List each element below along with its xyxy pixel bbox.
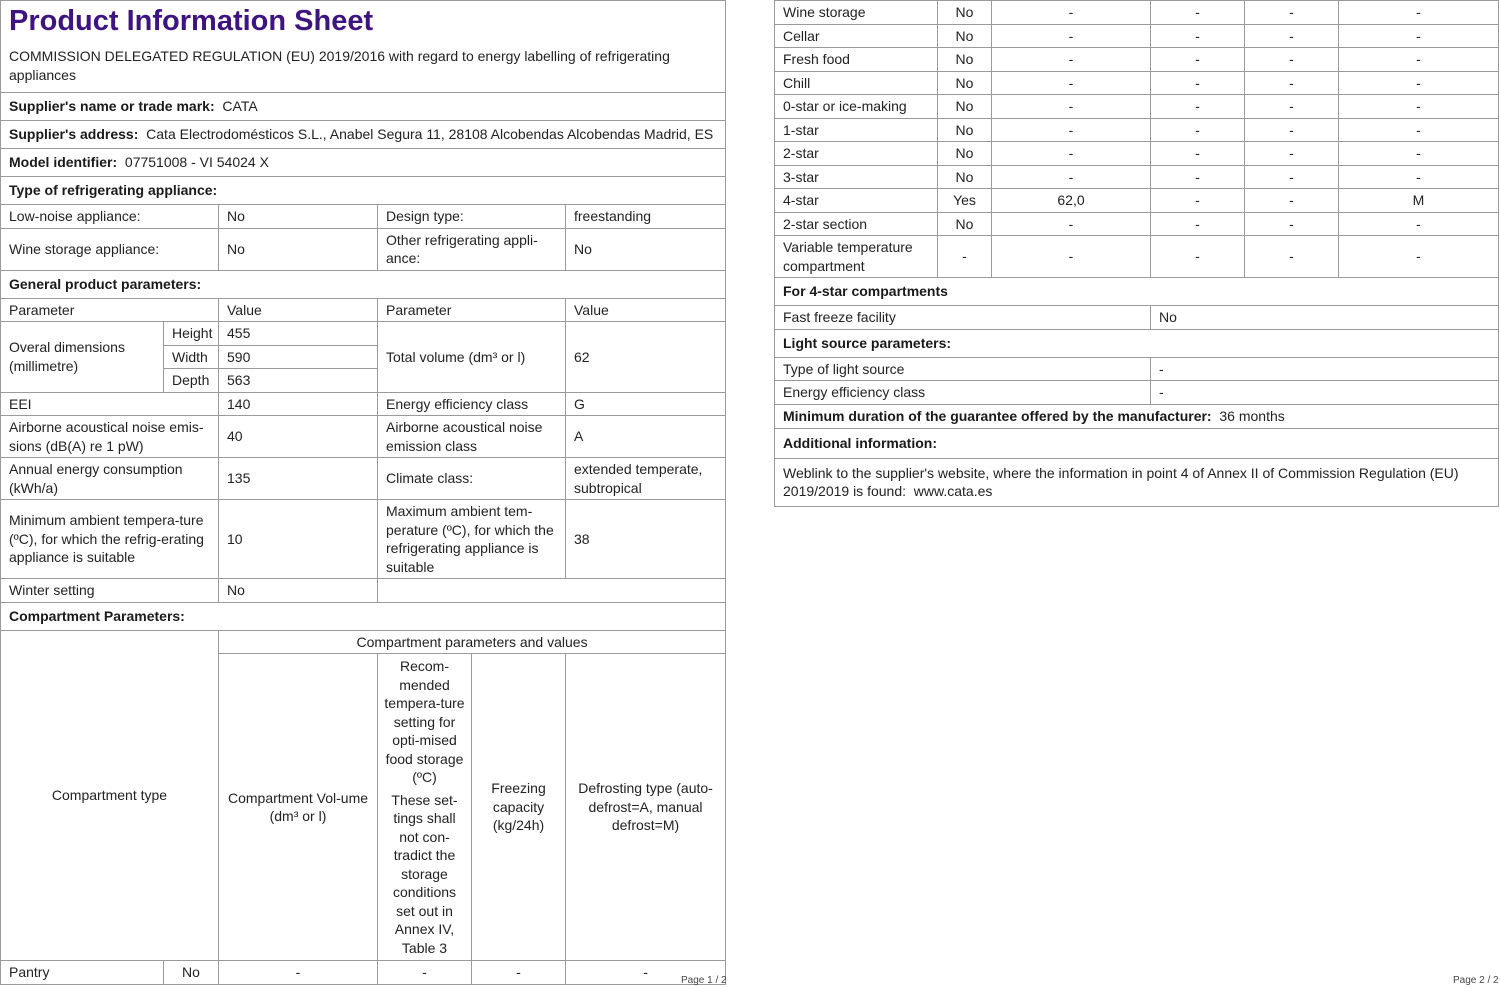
compartment-freezing: - xyxy=(1245,165,1339,189)
light-source-heading: Light source parameters: xyxy=(783,334,952,351)
compartment-present: - xyxy=(938,236,992,278)
compartment-volume: - xyxy=(992,236,1151,278)
parameter-header: Parameter xyxy=(1,298,219,322)
energy-class-value: G xyxy=(566,392,726,416)
table-row xyxy=(775,118,1499,142)
wine-storage-label: Wine storage appliance: xyxy=(1,228,219,270)
compartment-name: 0-star or ice-making xyxy=(775,95,938,119)
climate-class-value: extended temperate, subtropical xyxy=(566,458,726,500)
page-1 xyxy=(0,0,726,985)
compartment-present: No xyxy=(938,118,992,142)
table-row xyxy=(775,142,1499,166)
compartment-name: Variable temperature compartment xyxy=(775,236,938,278)
compartment-name: Chill xyxy=(775,71,938,95)
model-identifier-value: 07751008 - VI 54024 X xyxy=(124,154,269,171)
compartment-name: Fresh food xyxy=(775,48,938,72)
page-1-footer: Page 1 / 2 xyxy=(681,975,727,986)
compartment-defrost: - xyxy=(1339,71,1499,95)
compartment-name: Wine storage xyxy=(775,1,938,25)
guarantee-row xyxy=(775,404,1499,428)
additional-info-heading: Additional information: xyxy=(783,434,937,451)
compartment-present: No xyxy=(938,95,992,119)
weblink-text: Weblink to the supplier's website, where the information in point 4 of Annex II of Commission Regulation (EU) 2019/2019 is found: xyxy=(783,464,1459,499)
depth-value: 563 xyxy=(219,369,378,393)
table-row xyxy=(775,1,1499,25)
compartment-volume: - xyxy=(992,48,1151,72)
light-type-label: Type of light source xyxy=(775,357,1151,381)
winter-setting-label: Winter setting xyxy=(1,579,219,603)
wine-storage-value: No xyxy=(219,228,378,270)
noise-emission-value: 40 xyxy=(219,416,378,458)
pantry-present: No xyxy=(164,961,219,985)
compartment-freezing: - xyxy=(1245,48,1339,72)
supplier-address-label: Supplier's address: xyxy=(9,126,139,143)
compartment-defrost: M xyxy=(1339,189,1499,213)
supplier-address-value: Cata Electrodomésticos S.L., Anabel Segura 11, 28108 Alcobendas Alcobendas Madrid, ES xyxy=(146,126,714,143)
width-label: Width xyxy=(164,345,219,369)
compartment-freezing: - xyxy=(1245,212,1339,236)
table-row xyxy=(775,24,1499,48)
general-parameters-heading: General product parameters: xyxy=(9,275,202,292)
compartment-present: No xyxy=(938,1,992,25)
min-ambient-temp-value: 10 xyxy=(219,500,378,579)
compartment-volume: 62,0 xyxy=(992,189,1151,213)
compartment-freezing: - xyxy=(1245,24,1339,48)
page-title: Product Information Sheet xyxy=(9,5,374,37)
dimensions-label: Overal dimensions (millimetre) xyxy=(1,322,164,393)
fast-freeze-label: Fast freeze facility xyxy=(775,306,1151,330)
appliance-type-heading: Type of refrigerating appliance: xyxy=(9,182,218,199)
compartment-temp: - xyxy=(1151,95,1245,119)
light-class-label: Energy efficiency class xyxy=(775,381,1151,405)
model-identifier-row xyxy=(1,149,726,177)
compartment-freezing: - xyxy=(1245,142,1339,166)
compartment-volume: - xyxy=(992,212,1151,236)
compartment-table xyxy=(774,0,1499,507)
total-volume-label: Total volume (dm³ or l) xyxy=(378,322,566,393)
compartment-name: 4-star xyxy=(775,189,938,213)
compartment-present: No xyxy=(938,48,992,72)
table-row xyxy=(775,212,1499,236)
compartment-temp: - xyxy=(1151,236,1245,278)
compartment-freezing: - xyxy=(1245,95,1339,119)
compartment-present: No xyxy=(938,212,992,236)
regulation-subtitle: COMMISSION DELEGATED REGULATION (EU) 2019/2016 with regard to energy labelling of refrigerating appliances xyxy=(1,41,726,93)
compartment-volume: - xyxy=(992,142,1151,166)
compartment-temp: - xyxy=(1151,48,1245,72)
recommended-temp-note: These set-tings shall not con-tradict the storage conditions set out in Annex IV, Table 3 xyxy=(391,791,458,956)
design-type-label: Design type: xyxy=(378,205,566,229)
compartment-freezing: - xyxy=(1245,236,1339,278)
climate-class-label: Climate class: xyxy=(378,458,566,500)
compartment-volume: - xyxy=(992,24,1151,48)
weblink-row xyxy=(775,458,1499,506)
compartment-volume: - xyxy=(992,95,1151,119)
page-2 xyxy=(774,0,1498,507)
eei-value: 140 xyxy=(219,392,378,416)
compartment-rows xyxy=(775,1,1499,278)
pantry-label: Pantry xyxy=(1,961,164,985)
parameter-header-2: Parameter xyxy=(378,298,566,322)
compartment-temp: - xyxy=(1151,118,1245,142)
pantry-defrost: - xyxy=(566,961,726,985)
compartment-freezing: - xyxy=(1245,189,1339,213)
compartment-name: 1-star xyxy=(775,118,938,142)
compartment-temp: - xyxy=(1151,24,1245,48)
pantry-volume: - xyxy=(219,961,378,985)
compartment-volume-header: Compartment Vol-ume (dm³ or l) xyxy=(219,654,378,961)
light-type-value: - xyxy=(1151,357,1499,381)
height-label: Height xyxy=(164,322,219,346)
product-info-table xyxy=(0,0,726,985)
page-2-footer: Page 2 / 2 xyxy=(1453,975,1499,986)
supplier-name-label: Supplier's name or trade mark: xyxy=(9,98,215,115)
freezing-capacity-header: Freezing capacity (kg/24h) xyxy=(472,654,566,961)
compartment-temp: - xyxy=(1151,142,1245,166)
compartment-volume: - xyxy=(992,165,1151,189)
table-row xyxy=(775,71,1499,95)
total-volume-value: 62 xyxy=(566,322,726,393)
compartment-defrost: - xyxy=(1339,165,1499,189)
table-row xyxy=(775,165,1499,189)
compartment-defrost: - xyxy=(1339,95,1499,119)
compartment-temp: - xyxy=(1151,189,1245,213)
supplier-name-row xyxy=(1,93,726,121)
design-type-value: freestanding xyxy=(566,205,726,229)
table-row xyxy=(1,961,726,985)
noise-class-label: Airborne acoustical noise emission class xyxy=(378,416,566,458)
eei-label: EEI xyxy=(1,392,219,416)
compartment-freezing: - xyxy=(1245,1,1339,25)
guarantee-label: Minimum duration of the guarantee offered by the manufacturer: xyxy=(783,407,1212,424)
compartment-defrost: - xyxy=(1339,212,1499,236)
low-noise-label: Low-noise appliance: xyxy=(1,205,219,229)
compartment-type-header: Compartment type xyxy=(1,630,219,961)
compartment-temp: - xyxy=(1151,212,1245,236)
supplier-address-row xyxy=(1,121,726,149)
width-value: 590 xyxy=(219,345,378,369)
recommended-temp-header xyxy=(378,654,472,961)
compartment-temp: - xyxy=(1151,165,1245,189)
annual-energy-label: Annual energy consumption (kWh/a) xyxy=(1,458,219,500)
table-row xyxy=(775,95,1499,119)
annual-energy-value: 135 xyxy=(219,458,378,500)
height-value: 455 xyxy=(219,322,378,346)
compartment-present: Yes xyxy=(938,189,992,213)
other-refrigerating-value: No xyxy=(566,228,726,270)
compartment-name: 3-star xyxy=(775,165,938,189)
compartment-volume: - xyxy=(992,1,1151,25)
compartment-name: 2-star section xyxy=(775,212,938,236)
compartment-defrost: - xyxy=(1339,118,1499,142)
table-row xyxy=(775,236,1499,278)
noise-emission-label: Airborne acoustical noise emis-sions (dB(A) re 1 pW) xyxy=(1,416,219,458)
supplier-name-value: CATA xyxy=(222,98,258,115)
compartment-defrost: - xyxy=(1339,48,1499,72)
winter-setting-value: No xyxy=(219,579,378,603)
compartment-values-header: Compartment parameters and values xyxy=(219,630,726,654)
compartment-name: Cellar xyxy=(775,24,938,48)
max-ambient-temp-value: 38 xyxy=(566,500,726,579)
compartment-present: No xyxy=(938,165,992,189)
light-class-value: - xyxy=(1151,381,1499,405)
model-identifier-label: Model identifier: xyxy=(9,154,118,171)
min-ambient-temp-label: Minimum ambient tempera-ture (ºC), for which the refrig-erating appliance is suitable xyxy=(1,500,219,579)
fast-freeze-value: No xyxy=(1151,306,1499,330)
guarantee-value: 36 months xyxy=(1219,407,1285,424)
compartment-volume: - xyxy=(992,118,1151,142)
recommended-temp-title: Recom-mended tempera-ture setting for opti-mised food storage (ºC) xyxy=(384,658,465,785)
low-noise-value: No xyxy=(219,205,378,229)
max-ambient-temp-label: Maximum ambient tem-perature (ºC), for which the refrigerating appliance is suitable xyxy=(378,500,566,579)
four-star-heading: For 4-star compartments xyxy=(783,283,948,300)
table-row xyxy=(775,48,1499,72)
pantry-freezing: - xyxy=(472,961,566,985)
other-refrigerating-label: Other refrigerating appli-ance: xyxy=(378,228,566,270)
compartment-temp: - xyxy=(1151,1,1245,25)
weblink-url[interactable]: www.cata.es xyxy=(913,483,993,499)
compartment-freezing: - xyxy=(1245,118,1339,142)
compartment-present: No xyxy=(938,24,992,48)
pantry-temp: - xyxy=(378,961,472,985)
compartment-volume: - xyxy=(992,71,1151,95)
compartment-parameters-heading: Compartment Parameters: xyxy=(9,607,185,624)
compartment-freezing: - xyxy=(1245,71,1339,95)
compartment-defrost: - xyxy=(1339,1,1499,25)
compartment-present: No xyxy=(938,142,992,166)
compartment-name: 2-star xyxy=(775,142,938,166)
value-header: Value xyxy=(219,298,378,322)
value-header-2: Value xyxy=(566,298,726,322)
energy-class-label: Energy efficiency class xyxy=(378,392,566,416)
compartment-present: No xyxy=(938,71,992,95)
depth-label: Depth xyxy=(164,369,219,393)
compartment-defrost: - xyxy=(1339,142,1499,166)
noise-class-value: A xyxy=(566,416,726,458)
defrosting-type-header: Defrosting type (auto-defrost=A, manual defrost=M) xyxy=(566,654,726,961)
table-row xyxy=(775,189,1499,213)
compartment-defrost: - xyxy=(1339,24,1499,48)
compartment-temp: - xyxy=(1151,71,1245,95)
compartment-defrost: - xyxy=(1339,236,1499,278)
